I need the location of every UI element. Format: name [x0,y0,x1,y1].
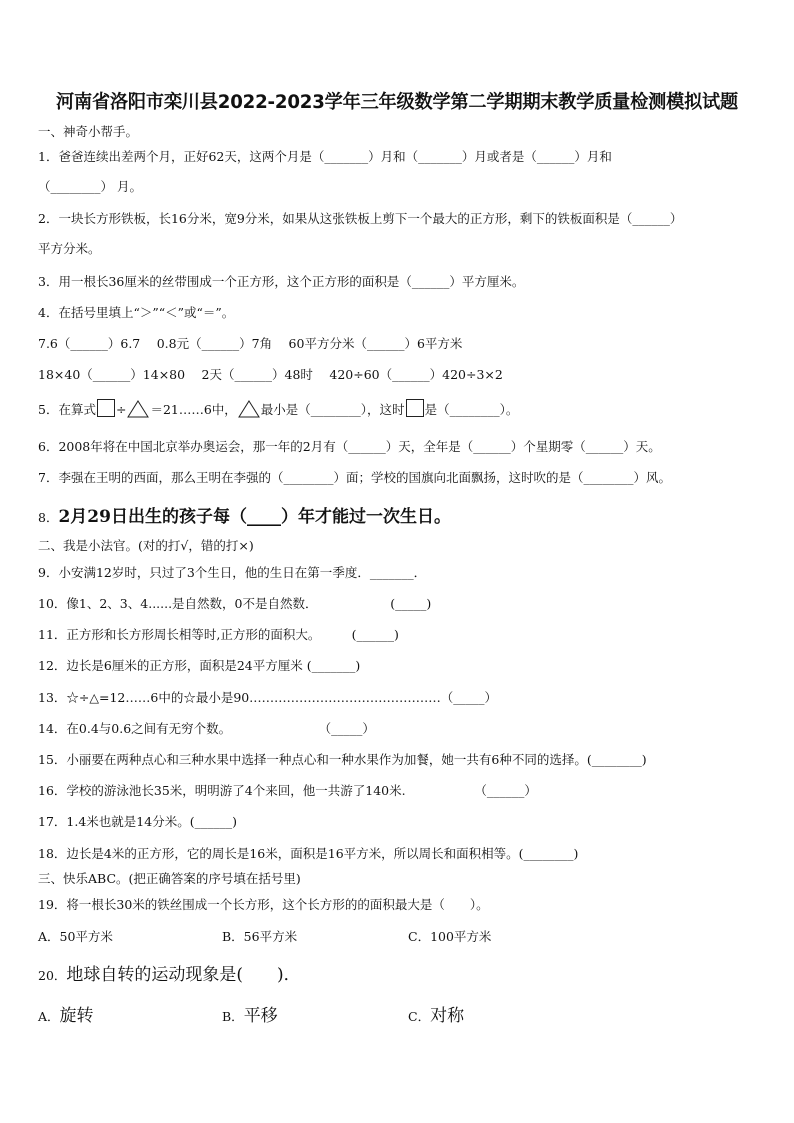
triangle-icon [238,400,260,418]
question-2-line-1: 2．一块长方形铁板，长16分米，宽9分米，如果从这张铁板上剪下一个最大的正方形，剩下的铁板面积是（______） [38,211,683,226]
square-box-icon [97,399,115,417]
question-8 [38,502,451,527]
question-18: 18．边长是4米的正方形，它的周长是16米，面积是16平方米，所以周长和面积相等。(________) [38,846,579,861]
option-b-text: 平移 [243,1006,278,1026]
question-20-option-b [222,1001,278,1026]
question-5-part-e: 是（________）。 [424,402,519,417]
question-1-line-1: 1．爸爸连续出差两个月，正好62天，这两个月是（_______）月和（_______）月或者是（______）月和 [38,149,612,164]
question-13: 13．☆÷△=12……6中的☆最小是90.………………………………………（_____） [38,690,497,705]
question-19-stem: 19．将一根长30米的铁丝围成一个长方形，这个长方形的的面积最大是（ ）。 [38,897,489,912]
question-19-option-b: B．56平方米 [222,929,298,944]
question-17: 17．1.4米也就是14分米。(______) [38,814,237,829]
question-5-part-a: 5．在算式 [38,402,96,417]
option-c-key: C． [408,1009,431,1024]
question-20-stem [38,960,301,985]
option-b-key: B． [222,1009,244,1024]
option-c-text: 对称 [430,1006,465,1026]
question-6: 6．2008年将在中国北京举办奥运会，那一年的2月有（______）天，全年是（______）个星期零（______）天。 [38,439,661,454]
question-4-row-1: 7.6（______）6.7 0.8元（______）7角 60平方分米（______）6平方米 [38,336,463,351]
square-box-icon [406,399,424,417]
question-8-number: 8． [38,510,59,525]
triangle-icon [127,400,149,418]
question-19-option-a: A．50平方米 [38,929,113,944]
question-2-line-2: 平方分米。 [38,241,101,256]
question-20-option-c [408,1001,464,1026]
question-14: 14．在0.4与0.6之间有无穷个数。 （_____） [38,721,375,736]
section-3-heading: 三、快乐ABC。(把正确答案的序号填在括号里) [38,871,301,886]
question-9: 9．小安满12岁时，只过了3个生日，他的生日在第一季度．_______． [38,565,427,580]
question-3: 3．用一根长36厘米的丝带围成一个正方形，这个正方形的面积是（______）平方厘米。 [38,274,525,289]
question-4-stem: 4．在括号里填上“＞”“＜”或“＝”。 [38,305,235,320]
question-4-row-2: 18×40（______）14×80 2天（______）48时 420÷60（______）420÷3×2 [38,367,503,382]
question-12: 12．边长是6厘米的正方形，面积是24平方厘米 (_______) [38,658,361,673]
question-16: 16．学校的游泳池长35米，明明游了4个来回，他一共游了140米. （______） [38,783,537,798]
question-15: 15．小丽要在两种点心和三种水果中选择一种点心和一种水果作为加餐，她一共有6种不同的选择。(________) [38,752,647,767]
question-5-part-d: 最小是（________），这时 [260,402,405,417]
question-8-text: 2月29日出生的孩子每（____）年才能过一次生日。 [58,507,451,527]
section-2-heading: 二、我是小法官。(对的打√，错的打×) [38,538,254,553]
question-5-part-c: ＝21……6中， [150,402,237,417]
option-a-key: A． [38,1009,60,1024]
option-a-text: 旋转 [59,1006,94,1026]
question-1-line-2: （________） 月。 [38,179,142,194]
section-1-heading: 一、神奇小帮手。 [38,124,139,139]
question-20-option-a [38,1001,94,1026]
question-5-part-b: ÷ [115,402,127,417]
question-20-number: 20． [38,968,67,983]
question-10: 10．像1、2、3、4......是自然数，0不是自然数． (_____) [38,596,432,611]
page-title: 河南省洛阳市栾川县2022-2023学年三年级数学第二学期期末教学质量检测模拟试题 [56,92,738,113]
question-20-text: 地球自转的运动现象是( )． [66,965,301,985]
question-11: 11．正方形和长方形周长相等时,正方形的面积大。 (______) [38,627,399,642]
question-7: 7．李强在王明的西面，那么王明在李强的（________）面；学校的国旗向北面飘扬，这时吹的是（________）风。 [38,470,671,485]
question-5 [38,399,518,418]
question-19-option-c: C．100平方米 [408,929,492,944]
